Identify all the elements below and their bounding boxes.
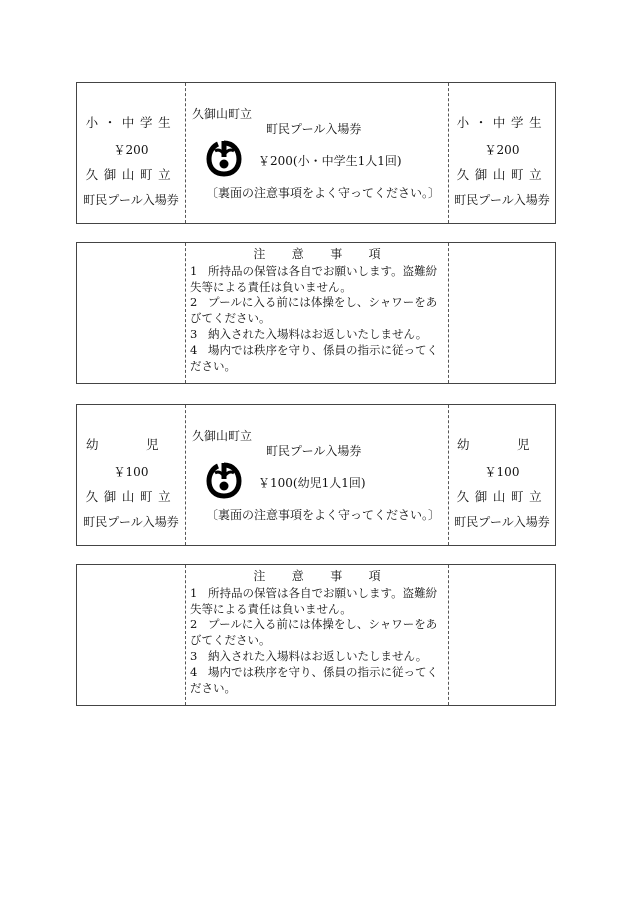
main-town: 久御山町立 — [192, 429, 253, 443]
notes-item-text: 所持品の保管は各自でお願いします。盗難紛失等による責任は負いません。 — [190, 263, 438, 294]
notes-item — [190, 343, 444, 375]
notes-item-number: 4 — [190, 664, 198, 679]
ticket-stub-right — [449, 565, 555, 705]
notes-item-number: 1 — [190, 585, 198, 600]
stub-price: ￥200 — [484, 143, 520, 157]
stub-town: 久御山町立 — [456, 167, 548, 182]
stub-category: 幼 児 — [85, 437, 176, 452]
ticket-stub-left — [77, 83, 185, 223]
notes-item-text: 納入された入場料はお返しいたしません。 — [208, 326, 428, 341]
main-price-line: ￥200(小・中学生1人1回) — [258, 154, 402, 168]
notes-item — [190, 327, 444, 343]
town-emblem-seal-icon — [206, 137, 242, 177]
stub-category: 小・中学生 — [85, 115, 177, 130]
ticket-stub-right — [449, 243, 555, 383]
notes-section — [185, 565, 449, 705]
notes-item-text: プールに入る前には体操をし、シャワーをあびてください。 — [190, 295, 438, 326]
ticket-stub-right — [449, 83, 555, 223]
stub-price: ￥100 — [113, 465, 149, 479]
ticket-stub-left — [77, 243, 185, 383]
notes-item-text: 場内では秩序を守り、係員の指示に従ってください。 — [190, 664, 438, 695]
notes-item — [190, 617, 444, 649]
notes-item-text: 所持品の保管は各自でお願いします。盗難紛失等による責任は負いません。 — [190, 585, 438, 616]
notes-item-number: 3 — [190, 648, 198, 663]
ticket-front-infant — [76, 404, 556, 546]
notes-section — [185, 243, 449, 383]
ticket-stub-left — [77, 405, 185, 545]
notes-item-text: 場内では秩序を守り、係員の指示に従ってください。 — [190, 342, 438, 373]
stub-name: 町民プール入場券 — [83, 515, 179, 529]
notes-item-text: 納入された入場料はお返しいたしません。 — [208, 648, 428, 663]
notes-item — [190, 586, 444, 618]
stub-town: 久御山町立 — [85, 489, 177, 504]
notes-title: 注意事項 — [253, 247, 407, 261]
main-town: 久御山町立 — [192, 107, 253, 121]
notes-item-text: プールに入る前には体操をし、シャワーをあびてください。 — [190, 617, 438, 648]
stub-price: ￥100 — [484, 465, 520, 479]
ticket-main — [185, 405, 449, 545]
notes-title: 注意事項 — [253, 569, 407, 583]
stub-town: 久御山町立 — [456, 489, 548, 504]
stub-name: 町民プール入場券 — [454, 193, 550, 207]
ticket-stub-left — [77, 565, 185, 705]
stub-town: 久御山町立 — [85, 167, 177, 182]
notes-item-number: 2 — [190, 617, 198, 632]
ticket-front-student — [76, 82, 556, 224]
notes-item — [190, 665, 444, 697]
main-price-line: ￥100(幼児1人1回) — [258, 476, 366, 490]
notes-item — [190, 649, 444, 665]
notes-item-number: 3 — [190, 326, 198, 341]
notes-item — [190, 295, 444, 327]
stub-category: 幼 児 — [456, 437, 547, 452]
town-emblem-seal-icon — [206, 459, 242, 499]
notes-item — [190, 264, 444, 296]
notes-item-number: 2 — [190, 295, 198, 310]
stub-name: 町民プール入場券 — [454, 515, 550, 529]
ticket-back-notes — [76, 242, 556, 384]
notes-item-number: 1 — [190, 263, 198, 278]
main-note: 〔裏面の注意事項をよく守ってください。〕 — [206, 508, 441, 522]
stub-category: 小・中学生 — [456, 115, 548, 130]
ticket-back-notes — [76, 564, 556, 706]
ticket-stub-right — [449, 405, 555, 545]
ticket-main — [185, 83, 449, 223]
stub-price: ￥200 — [113, 143, 149, 157]
main-name: 町民プール入場券 — [266, 122, 362, 136]
notes-item-number: 4 — [190, 342, 198, 357]
stub-name: 町民プール入場券 — [83, 193, 179, 207]
main-name: 町民プール入場券 — [266, 444, 362, 458]
main-note: 〔裏面の注意事項をよく守ってください。〕 — [206, 186, 441, 200]
